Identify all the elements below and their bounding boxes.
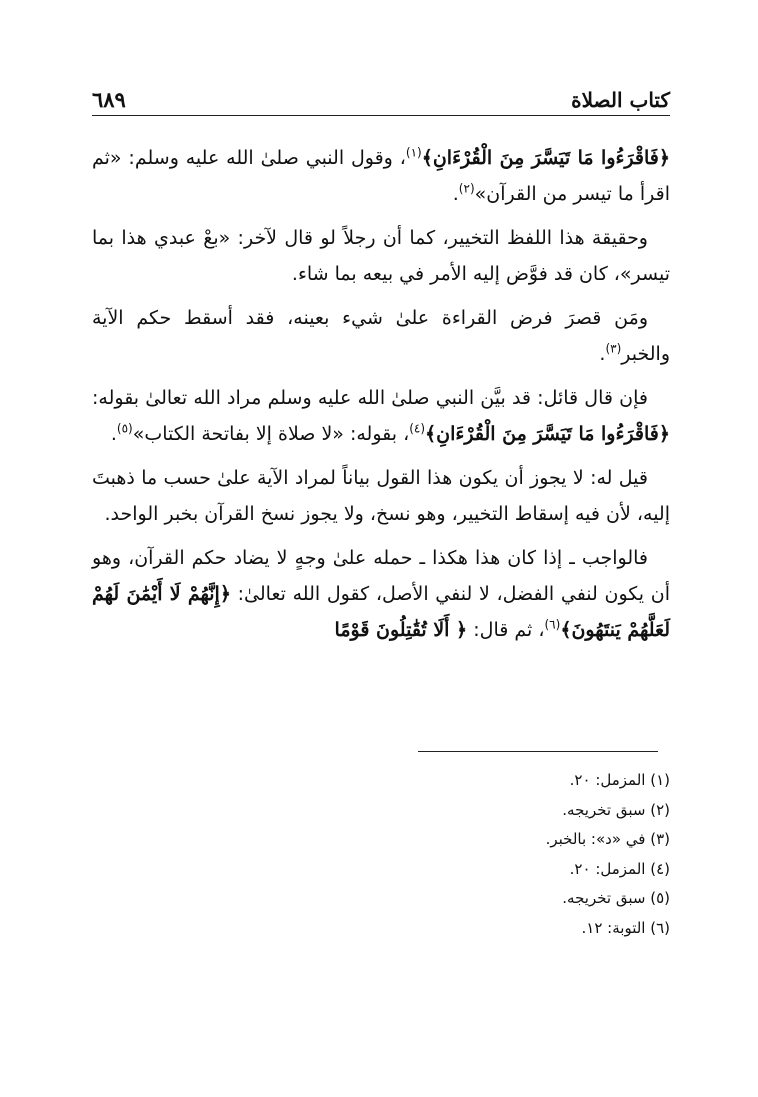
footnote-item: (٤) المزمل: ٢٠.: [569, 859, 670, 878]
footnote-separator: [418, 751, 658, 752]
chapter-title: كتاب الصلاة: [571, 88, 670, 112]
paragraph-2: [92, 220, 670, 292]
paragraph-text: .: [452, 183, 459, 205]
footnote-item: (٣) في «د»: بالخبر.: [545, 830, 670, 848]
footnote-ref: (٦): [544, 617, 561, 632]
paragraph-text: ، ثم قال:: [473, 619, 545, 641]
paragraph-4: [92, 380, 670, 452]
paragraph-text: فإن قال قائل: قد بيَّن النبي صلىٰ الله عليه وسلم مراد الله تعالىٰ بقوله:: [92, 387, 648, 409]
footnote-ref: (٣): [605, 341, 622, 356]
footnote-item: (١) المزمل: ٢٠.: [569, 771, 670, 789]
quran-verse: ﴿ أَلَا تُقَٰتِلُونَ قَوْمًا: [334, 619, 468, 641]
footnote-ref: (٥): [116, 421, 133, 436]
paragraph-text: .: [599, 343, 606, 365]
paragraph-3: [92, 300, 670, 372]
paragraph-6: [92, 540, 670, 648]
page-number: ٦٨٩: [92, 87, 126, 112]
footnote-item: (٦) التوبة: ١٢.: [581, 918, 670, 937]
paragraph-5: [92, 460, 670, 532]
paragraph-1: [92, 140, 670, 212]
paragraph-text: ومَن قصرَ فرض القراءة علىٰ شيء بعينه، فقد أسقط حكم الآية والخبر: [92, 307, 670, 365]
footnote-ref: (٢): [458, 181, 475, 196]
footnote-ref: (٤): [409, 421, 426, 436]
paragraph-text: فالواجب ـ إذا كان هذا هكذا ـ حمله علىٰ وجهٍ لا يضاد حكم القرآن، وهو أن يكون لنفي الفضل، لا لنفي الأصل، كقول الله تعالىٰ:: [92, 547, 670, 605]
paragraph-text: قيل له: لا يجوز أن يكون هذا القول بياناً لمراد الآية علىٰ حسب ما ذهبتَ إليه، لأن فيه إسقاط التخيير، وهو نسخ، ولا يجوز نسخ القرآن بخبر الواحد.: [92, 467, 670, 525]
paragraph-text: ، وقول النبي صلىٰ الله عليه وسلم: «ثم اقرأ ما تيسر من القرآن»: [92, 147, 670, 205]
quran-verse: ﴿فَاقْرَءُوا مَا تَيَسَّرَ مِنَ الْقُرْءَانِ﴾: [421, 147, 670, 169]
footnote-item: (٥) سبق تخريجه.: [562, 889, 670, 907]
footnote-item: (٢) سبق تخريجه.: [562, 800, 670, 819]
footnote-ref: (١): [405, 145, 422, 160]
paragraph-text: ، بقوله: «لا صلاة إلا بفاتحة الكتاب»: [132, 423, 410, 445]
main-text: [92, 140, 670, 656]
quran-verse: ﴿إِنَّهُمْ لَا أَيْمَٰنَ لَهُمْ لَعَلَّهُمْ يَنتَهُونَ﴾: [92, 583, 670, 641]
quran-verse: ﴿فَاقْرَءُوا مَا تَيَسَّرَ مِنَ الْقُرْءَانِ﴾: [425, 423, 670, 445]
paragraph-text: وحقيقة هذا اللفظ التخيير، كما أن رجلاً لو قال لآخر: «بعْ عبدي هذا بما تيسر»، كان قد فوَّض إليه الأمر في بيعه بما شاء.: [92, 227, 670, 285]
footnotes: [410, 766, 670, 943]
paragraph-text: .: [110, 423, 117, 445]
page-header: [92, 76, 670, 116]
